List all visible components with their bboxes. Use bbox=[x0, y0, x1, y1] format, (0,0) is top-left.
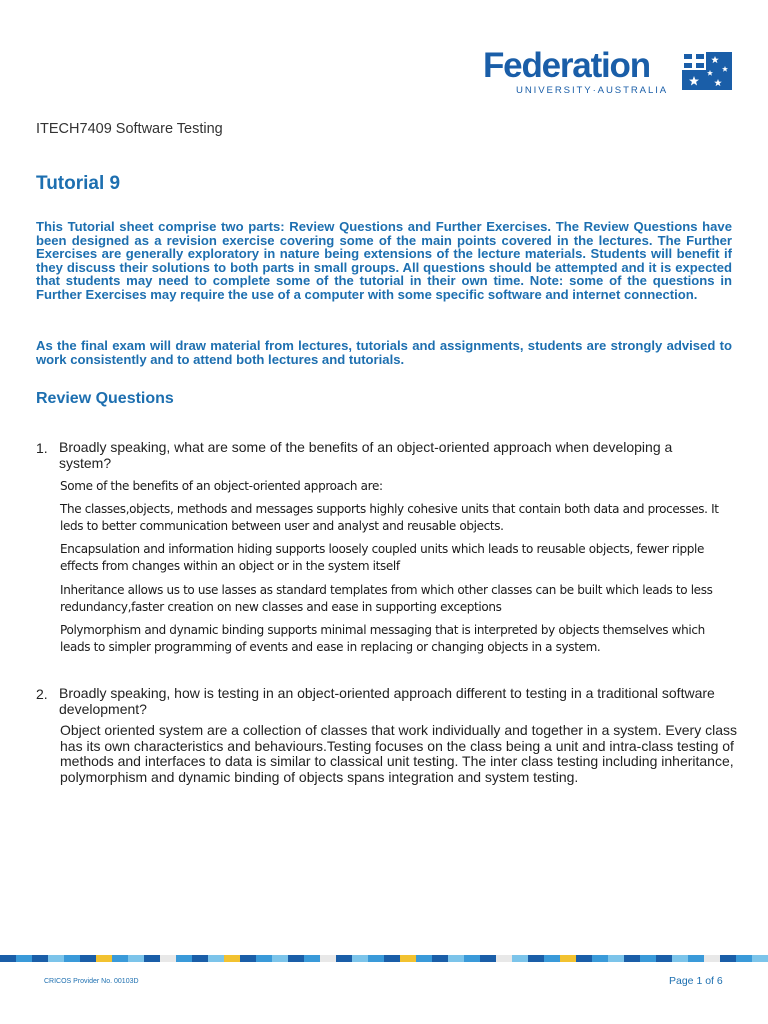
section-heading: Review Questions bbox=[36, 390, 174, 407]
footer-bar-segment bbox=[736, 955, 753, 962]
footer-bar-segment bbox=[640, 955, 657, 962]
footer-bar-segment bbox=[352, 955, 369, 962]
logo-wordmark: Federation bbox=[483, 46, 650, 85]
page-number: Page 1 of 6 bbox=[669, 975, 723, 987]
footer-bar-segment bbox=[720, 955, 737, 962]
footer-bar-segment bbox=[128, 955, 145, 962]
footer-bar-segment bbox=[160, 955, 177, 962]
footer-bar-segment bbox=[176, 955, 193, 962]
footer-bar-segment bbox=[576, 955, 593, 962]
flag-icon bbox=[682, 52, 732, 90]
university-logo bbox=[483, 46, 733, 100]
footer-bar-segment bbox=[320, 955, 337, 962]
footer-bar-segment bbox=[288, 955, 305, 962]
footer-bar-segment bbox=[752, 955, 768, 962]
footer-bar-segment bbox=[240, 955, 257, 962]
footer-bar-segment bbox=[224, 955, 241, 962]
footer-bar-segment bbox=[336, 955, 353, 962]
footer-bar-segment bbox=[672, 955, 689, 962]
footer-bar-segment bbox=[80, 955, 97, 962]
footer-bar-segment bbox=[512, 955, 529, 962]
intro-paragraph: This Tutorial sheet comprise two parts: Review Questions and Further Exercises. The Review Questions have been designed as a revision exercise covering some of the main points covered in the lectures. The Further Exercises are generally exploratory in nature being extensions of the lecture materials. Students will benefit if they discuss their solutions to both parts in small groups. All questions should be attempted and it is expected that students may need to complete some of the tutorial in their own time. Note: some of the questions in Further Exercises may require the use of a computer with some specific software and internet connection. bbox=[36, 219, 732, 302]
cricos-provider: CRICOS Provider No. 00103D bbox=[44, 978, 139, 985]
footer-bar-segment bbox=[496, 955, 513, 962]
page-title: Tutorial 9 bbox=[36, 173, 121, 194]
footer-bar-segment bbox=[0, 955, 17, 962]
footer-bar-segment bbox=[48, 955, 65, 962]
footer-bar-segment bbox=[368, 955, 385, 962]
footer-bar-segment bbox=[432, 955, 449, 962]
footer-bar-segment bbox=[16, 955, 33, 962]
answer-paragraph: Encapsulation and information hiding supports loosely coupled units which leads to reusable objects, fewer ripple effects from changes within an object or in the system itself bbox=[60, 542, 705, 573]
footer-bar-segment bbox=[544, 955, 561, 962]
footer-bar-segment bbox=[624, 955, 641, 962]
footer-bar-segment bbox=[400, 955, 417, 962]
footer-bar-segment bbox=[192, 955, 209, 962]
footer-bar-segment bbox=[688, 955, 705, 962]
footer-bar-segment bbox=[64, 955, 81, 962]
footer-bar-segment bbox=[208, 955, 225, 962]
question-number: 2. bbox=[36, 686, 48, 702]
footer-bar-segment bbox=[256, 955, 273, 962]
answer-paragraph: Inheritance allows us to use lasses as standard templates from which other classes can be built which leads to less redundancy,faster creation on new classes and ease in supporting exceptions bbox=[60, 583, 713, 614]
footer-bar-segment bbox=[448, 955, 465, 962]
exam-note-paragraph: As the final exam will draw material from lectures, tutorials and assignments, students are strongly advised to work consistently and to attend both lectures and tutorials. bbox=[36, 338, 732, 367]
footer-bar-segment bbox=[96, 955, 113, 962]
footer-bar-segment bbox=[592, 955, 609, 962]
footer-bar-segment bbox=[480, 955, 497, 962]
footer-bar-segment bbox=[144, 955, 161, 962]
footer-bar-segment bbox=[704, 955, 721, 962]
footer-bar-segment bbox=[384, 955, 401, 962]
footer-bar-segment bbox=[272, 955, 289, 962]
logo-subtitle: UNIVERSITY·AUSTRALIA bbox=[516, 85, 669, 96]
footer-bar-segment bbox=[112, 955, 129, 962]
question-text: Broadly speaking, how is testing in an object-oriented approach different to testing in a traditional software development? bbox=[59, 685, 715, 717]
question-number: 1. bbox=[36, 440, 48, 456]
footer-bar-segment bbox=[416, 955, 433, 962]
footer-bar-segment bbox=[464, 955, 481, 962]
footer-bar-segment bbox=[32, 955, 49, 962]
footer-bar-segment bbox=[304, 955, 321, 962]
footer-bar-segment bbox=[528, 955, 545, 962]
course-code: ITECH7409 Software Testing bbox=[36, 121, 223, 137]
question-text: Broadly speaking, what are some of the benefits of an object-oriented approach when developing a system? bbox=[59, 439, 673, 471]
footer-color-bar bbox=[0, 955, 768, 962]
footer-bar-segment bbox=[608, 955, 625, 962]
answer-paragraph: Polymorphism and dynamic binding supports minimal messaging that is interpreted by objects themselves which leads to simpler programming of events and ease in replacing or changing objects in a system. bbox=[60, 623, 705, 654]
footer-bar-segment bbox=[656, 955, 673, 962]
answer-intro: Some of the benefits of an object-oriented approach are: bbox=[60, 479, 383, 493]
answer-paragraph: Object oriented system are a collection of classes that work individually and together in a system. Every class has its own characteristics and behaviours.Testing focuses on the class being a unit and intra-class testing of methods and interfaces to data is similar to classical unit testing. The inter class testing including inheritance, polymorphism and dynamic binding of objects spans integration and system testing. bbox=[60, 722, 737, 785]
footer-bar-segment bbox=[560, 955, 577, 962]
answer-paragraph: The classes,objects, methods and messages supports highly cohesive units that contain both data and processes. It leds to better communication between user and analyst and reusable objects. bbox=[60, 502, 719, 533]
